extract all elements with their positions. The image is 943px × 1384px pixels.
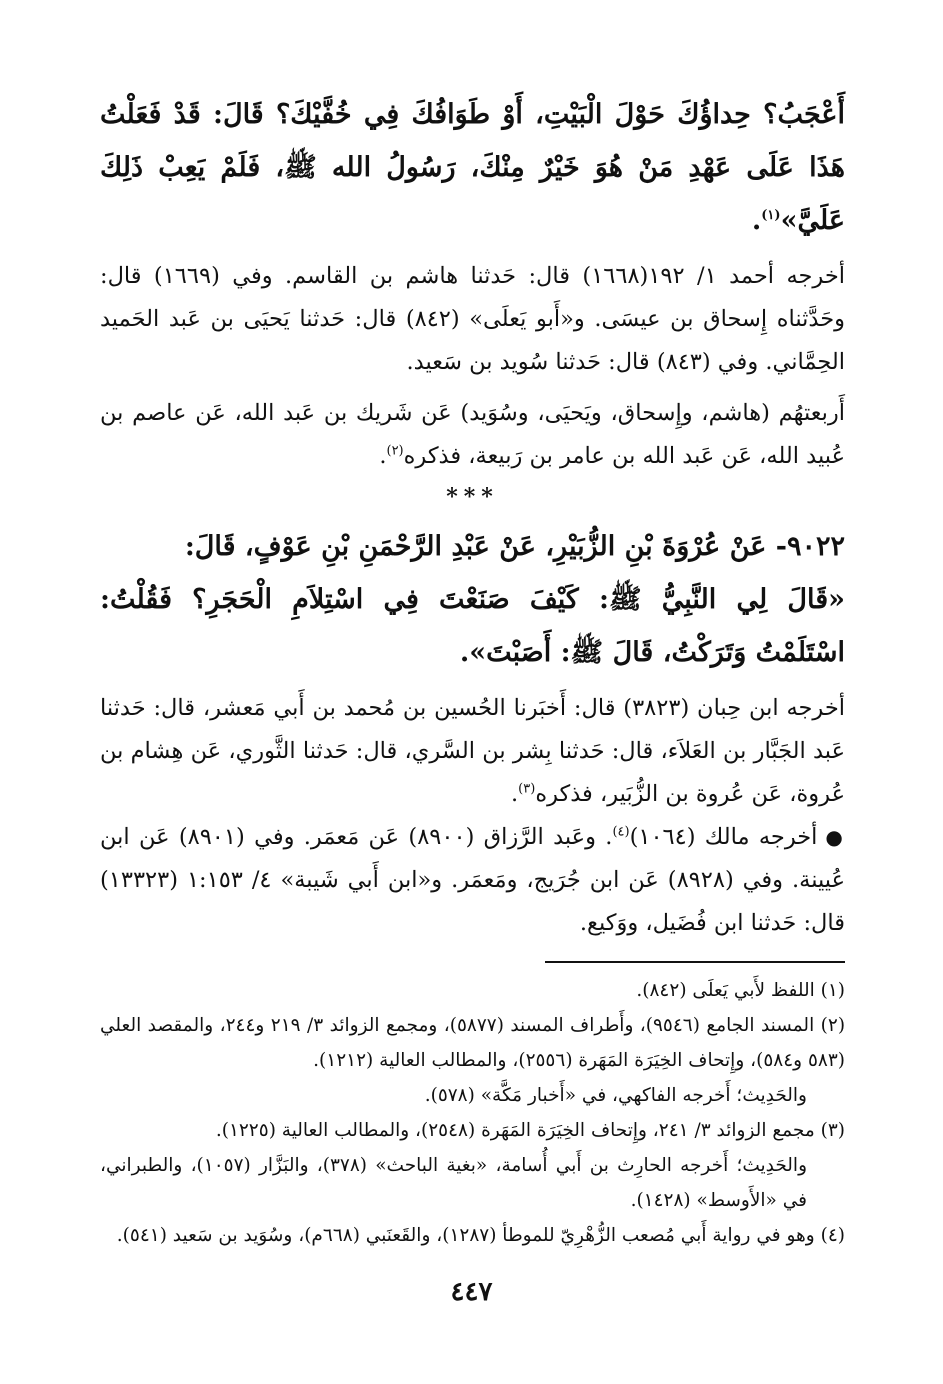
footnote-text: المسند الجامع (٩٥٤٦)، وأَطراف المسند (٥٨٧٧)، ومجمع الزوائد ٣/ ٢١٩ و٢٤٤، والمقصد العلي (٥٨٣ و٥٨٤)، وإِتحاف الخِيَرَة المَهَرة (٢٥٥٦)، والمطالب العالية (١٢١٢). [100, 1015, 845, 1071]
takhrij-paragraph-4-post: . وعَبد الرَّزاق (٨٩٠٠) عَن مَعمَر. وفي (٨٩٠١) عَن ابن عُيينة. وفي (٨٩٢٨) عَن ابن جُرَيج، ومَعمَر. و«ابن أَبي شَيبة» ٤/ ١:١٥٣ (١٣٣٢٣) قال: حَدثنا ابن فُضَيل، ووَكيع. [100, 824, 845, 936]
section-separator: *** [446, 484, 499, 510]
hadith-chain: عَنْ عُرْوَةَ بْنِ الزُّبَيْرِ، عَنْ عَبْدِ الرَّحْمَنِ بْنِ عَوْفٍ، قَالَ: [184, 531, 767, 562]
footnote-ref-2: (٢) [386, 443, 404, 459]
hadith-continuation-text: أَعْجَبُ؟ حِداؤُكَ حَوْلَ الْبَيْتِ، أَوْ طَوَافُكَ فِي خُفَّيْكَ؟ قَالَ: قَدْ فَعَلْتُ هَذَا عَلَى عَهْدِ مَنْ هُوَ خَيْرٌ مِنْكَ، رَسُولُ الله ﷺ، فَلَمْ يَعِبْ ذَلِكَ عَلَيَّ» [100, 99, 845, 236]
footnotes [100, 973, 845, 1253]
footnote-1 [100, 973, 845, 1008]
footnote-4 [100, 1218, 845, 1253]
bullet-icon: ● [825, 825, 846, 849]
footnote-number: (٣) [820, 1120, 845, 1141]
takhrij-paragraph-2: أَربعتهُم (هاشم، وإِسحاق، ويَحيَى، وسُوَيد) عَن شَريك بن عَبد الله، عَن عاصم بن عُبيد الله، عَن عَبد الله بن عامر بن رَبيعة، فذكره$^{(٢)}$. [100, 400, 845, 469]
hadith-heading [100, 520, 845, 573]
footnote-text: اللفظ لأَبي يَعلَى (٨٤٢). [636, 980, 815, 1001]
takhrij-paragraph-3: أخرجه ابن حِبان (٣٨٢٣) قال: أَخبَرنا الحُسين بن مُحمد بن أَبي مَعشر، قال: حَدثنا عَبد الجَبَّار بن العَلاَء، قال: حَدثنا بِشر بن السَّري، قال: حَدثنا الثَّوري، عَن هِشام بن عُروة، عَن عُروة بن الزُّبَير، فذكره$^{(٣)}$. [100, 695, 846, 807]
footnote-text-continued: والحَدِيث؛ أَخرجه الفاكهي، في «أَخبار مَكَّة» (٥٧٨). [424, 1085, 807, 1106]
takhrij-paragraph-1: أخرجه أحمد ١/ ١٩٢(١٦٦٨) قال: حَدثنا هاشم بن القاسم. وفي (١٦٦٩) قال: وحَدَّثناه إِسحاق بن عيسَى. و«أَبو يَعلَى» (٨٤٢) قال: حَدثنا يَحيَى بن عَبد الحَميد الحِمَّاني. وفي (٨٤٣) قال: حَدثنا سُويد بن سَعيد. [100, 263, 845, 375]
footnote-number: (٤) [820, 1225, 845, 1246]
footnote-text-continued: والحَدِيث؛ أَخرجه الحارِث بن أَبي أُسامة، «بغية الباحث» (٣٧٨)، والبَزَّار (١٠٥٧)، والطبراني، في «الأَوسط» (١٤٢٨). [100, 1155, 807, 1211]
footnote-2 [100, 1008, 845, 1113]
hadith-text: «قَالَ لِي النَّبِيُّ ﷺ: كَيْفَ صَنَعْتَ فِي اسْتِلاَمِ الْحَجَرِ؟ فَقُلْتُ: اسْتَلَمْتُ وَتَرَكْتُ، قَالَ ﷺ: أَصَبْتَ». [100, 584, 845, 668]
footnote-ref-1: (١) [761, 208, 781, 223]
takhrij-paragraph-4 [100, 816, 845, 945]
footnote-ref-3: (٣) [518, 781, 536, 797]
takhrij-paragraph-4-pre: أخرجه مالك (١٠٦٤) [629, 824, 818, 850]
page-number: ٤٤٧ [450, 1277, 493, 1307]
footnote-ref-4: (٤) [612, 824, 630, 840]
takhrij-paragraph-2-text: أَربعتهُم (هاشم، وإِسحاق، ويَحيَى، وسُوَيد) عَن شَريك بن عَبد الله، عَن عاصم بن عُبيد الله، عَن عَبد الله بن عامر بن رَبيعة، فذكره [100, 400, 845, 469]
hadith-number: ٩٠٢٢- [775, 531, 845, 562]
footnote-number: (١) [820, 980, 845, 1001]
footnote-text: وهو في رواية أَبي مُصعب الزُّهْرِيّ للموطأ (١٢٨٧)، والقَعنَبي (٦٦٨م)، وسُوَيد بن سَعيد (٥٤١). [116, 1225, 815, 1246]
footnote-divider [545, 961, 845, 963]
hadith-continuation: أَعْجَبُ؟ حِداؤُكَ حَوْلَ الْبَيْتِ، أَوْ طَوَافُكَ فِي خُفَّيْكَ؟ قَالَ: قَدْ فَعَلْتُ هَذَا عَلَى عَهْدِ مَنْ هُوَ خَيْرٌ مِنْكَ، رَسُولُ الله ﷺ، فَلَمْ يَعِبْ ذَلِكَ عَلَيَّ»$^{(١)}$. [100, 99, 845, 236]
footnote-number: (٢) [820, 1015, 846, 1036]
footnote-text: مجمع الزوائد ٣/ ٢٤١، وإِتحاف الخِيَرَة المَهَرة (٢٥٤٨)، والمطالب العالية (١٢٢٥). [215, 1120, 815, 1141]
footnote-3 [100, 1113, 845, 1218]
takhrij-paragraph-3-text: أخرجه ابن حِبان (٣٨٢٣) قال: أَخبَرنا الحُسين بن مُحمد بن أَبي مَعشر، قال: حَدثنا عَبد الجَبَّار بن العَلاَء، قال: حَدثنا بِشر بن السَّري، قال: حَدثنا الثَّوري، عَن هِشام بن عُروة، عَن عُروة بن الزُّبَير، فذكره [100, 695, 846, 807]
